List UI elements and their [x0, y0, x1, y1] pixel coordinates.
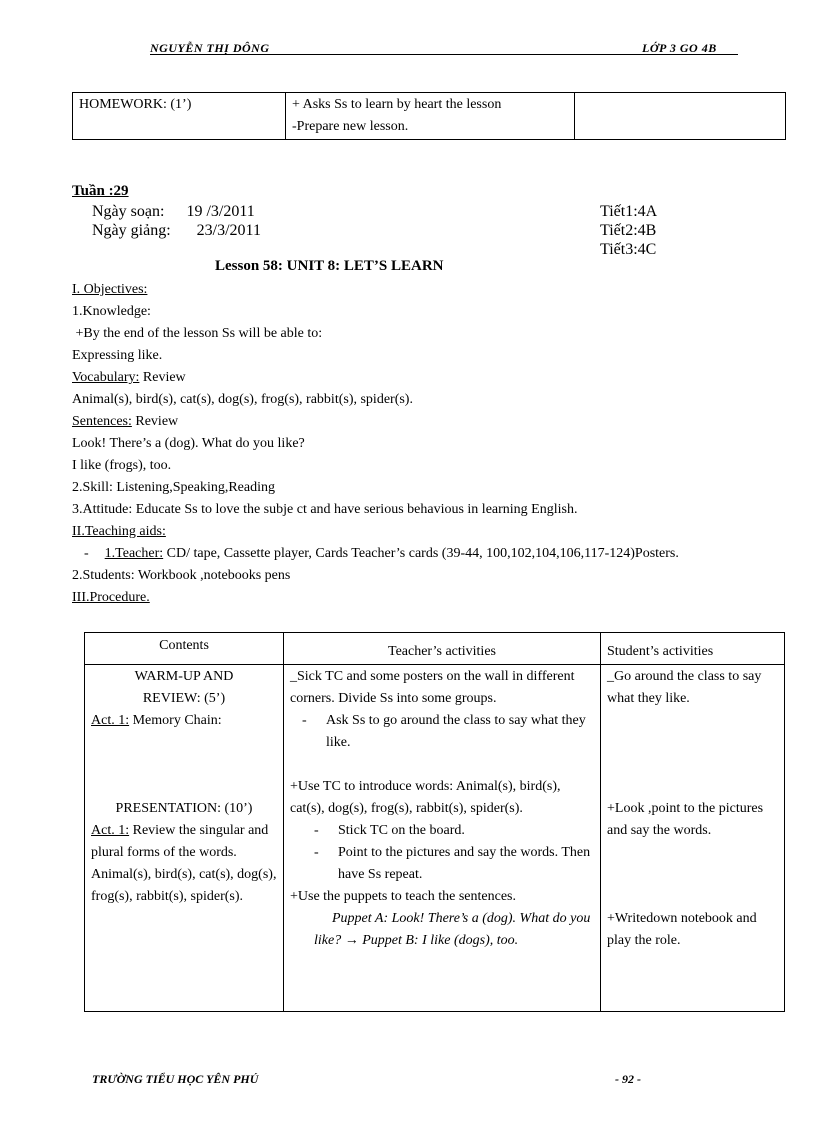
puppet-a: Puppet A: Look! There’s a (dog). What do you like? — [314, 911, 591, 948]
presentation-activity — [91, 820, 277, 864]
teacher-aids-value: CD/ tape, Cassette player, Cards Teacher’s cards (39-44, 100,102,104,106,117-124)Posters. — [163, 546, 679, 561]
period-3: Tiết3:4C — [600, 241, 657, 258]
student-aids: 2.Students: Workbook ,notebooks pens — [72, 568, 291, 583]
sentence-1: Look! There’s a (dog). What do you like? — [72, 436, 305, 451]
teach-date-label: Ngày giảng: — [92, 222, 171, 239]
presentation-step-1-text: Stick TC on the board. — [338, 823, 465, 838]
period-2: Tiết2:4B — [600, 222, 657, 239]
knowledge-heading: 1.Knowledge: — [72, 304, 151, 319]
teacher-cell — [284, 665, 601, 1012]
periods — [600, 202, 657, 259]
procedure-heading: III.Procedure. — [72, 590, 150, 605]
puppet-dialogue — [290, 908, 594, 952]
week-label: Tuần :29 — [72, 183, 129, 199]
contents-cell — [85, 665, 284, 1012]
homework-task-1: + Asks Ss to learn by heart the lesson — [292, 97, 502, 112]
header-contents: Contents — [85, 633, 284, 665]
header-author: NGUYỄN THỊ DÔNG — [150, 41, 270, 55]
sentences-line — [72, 411, 802, 433]
homework-label: HOMEWORK: (1’) — [73, 93, 286, 140]
header-divider — [150, 54, 738, 55]
warmup-stage-1: WARM-UP AND — [134, 669, 234, 684]
presentation-student-2: +Writedown notebook and play the role. — [607, 911, 757, 948]
homework-task-2: -Prepare new lesson. — [292, 119, 409, 134]
presentation-teacher-2: +Use the puppets to teach the sentences. — [290, 889, 516, 904]
homework-tasks — [286, 93, 575, 140]
arrow-right-icon: → — [344, 933, 359, 948]
bullet-dash: - — [314, 823, 319, 838]
warmup-student: _Go around the class to say what they like. — [607, 669, 762, 706]
presentation-student-1: +Look ,point to the pictures and say the words. — [607, 801, 764, 838]
prep-date-label: Ngày soạn: — [92, 203, 165, 220]
objectives-heading: I. Objectives: — [72, 282, 148, 297]
puppet-b: Puppet B: I like (dogs), too. — [358, 933, 519, 948]
teacher-aids-label: 1.Teacher: — [104, 546, 164, 561]
bullet-dash: - — [302, 713, 307, 728]
presentation-step-2 — [290, 842, 594, 886]
table-header-row — [85, 633, 785, 665]
presentation-act-label: Act. 1: — [91, 823, 130, 838]
vocabulary-value: Review — [139, 370, 186, 385]
vocabulary-words: Animal(s), bird(s), cat(s), dog(s), frog(s), rabbit(s), spider(s). — [72, 392, 413, 407]
attitude-text: 3.Attitude: Educate Ss to love the subje ct and have serious behavious in learning English. — [72, 502, 578, 517]
warmup-teacher-1: _Sick TC and some posters on the wall in different corners. Divide Ss into some groups. — [290, 669, 575, 706]
teacher-aids-line — [72, 543, 802, 565]
teaching-aids-heading: II.Teaching aids: — [72, 524, 166, 539]
table-row — [85, 665, 785, 1012]
homework-empty-cell — [575, 93, 786, 140]
skill-text: 2.Skill: Listening,Speaking,Reading — [72, 480, 275, 495]
presentation-stage: PRESENTATION: (10’) — [115, 801, 253, 816]
prep-date — [92, 202, 255, 222]
warmup-teacher-step — [290, 710, 594, 754]
vocabulary-label: Vocabulary: — [72, 370, 140, 385]
vocabulary-line — [72, 367, 802, 389]
warmup-act-value: Memory Chain: — [129, 713, 222, 728]
presentation-teacher-1: +Use TC to introduce words: Animal(s), bird(s), cat(s), dog(s), frog(s), rabbit(s), spider(s). — [290, 779, 561, 816]
aids-dash: - — [84, 546, 89, 561]
presentation-step-1 — [290, 820, 594, 842]
student-cell — [601, 665, 785, 1012]
objectives-section — [72, 279, 802, 609]
warmup-stage-2: REVIEW: (5’) — [142, 691, 226, 706]
footer-page-number: - 92 - — [615, 1072, 641, 1086]
header-student: Student’s activities — [601, 633, 785, 665]
bullet-dash: - — [314, 845, 319, 860]
lesson-title: Lesson 58: UNIT 8: LET’S LEARN — [215, 258, 444, 274]
sentence-2: I like (frogs), too. — [72, 458, 172, 473]
teach-date — [92, 221, 261, 241]
presentation-words: Animal(s), bird(s), cat(s), dog(s), frog(s), rabbit(s), spider(s). — [91, 867, 277, 904]
prep-date-value: 19 /3/2011 — [186, 203, 255, 220]
footer-school: TRƯỜNG TIỂU HỌC YÊN PHÚ — [92, 1072, 259, 1086]
presentation-act-value: Review the singular and plural forms of the words. — [91, 823, 269, 860]
period-1: Tiết1:4A — [600, 203, 658, 220]
sentences-label: Sentences: — [72, 414, 132, 429]
warmup-act-label: Act. 1: — [91, 713, 130, 728]
table-row — [73, 93, 786, 140]
header-class: LỚP 3 GO 4B — [642, 41, 717, 55]
presentation-step-2-text: Point to the pictures and say the words. Then have Ss repeat. — [338, 845, 591, 882]
sentences-value: Review — [131, 414, 179, 429]
by-end-text: +By the end of the lesson Ss will be able to: — [72, 326, 323, 341]
teach-date-value: 23/3/2011 — [196, 222, 261, 239]
procedure-table — [84, 632, 785, 1012]
expressing-text: Expressing like. — [72, 348, 163, 363]
homework-table — [72, 92, 786, 140]
header-teacher: Teacher’s activities — [284, 633, 601, 665]
warmup-activity — [91, 710, 277, 732]
warmup-teacher-2: Ask Ss to go around the class to say what they like. — [326, 713, 586, 750]
